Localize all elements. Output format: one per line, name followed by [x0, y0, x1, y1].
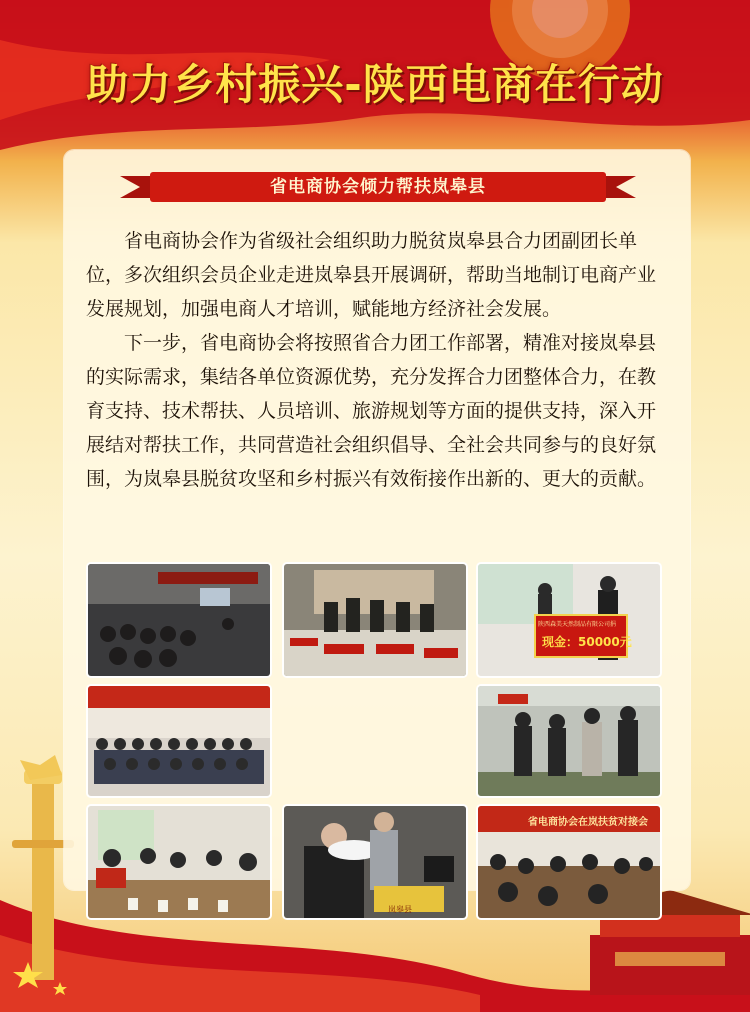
poster-title: 助力乡村振兴-陕西电商在行动: [86, 60, 664, 109]
photo-conference-hall: [86, 562, 272, 678]
paragraph-1: 省电商协会作为省级社会组织助力脱贫岚皋县合力团副团长单位，多次组织会员企业走进岚皋县开展调研，帮助当地制订电商产业发展规划，加强电商人才培训，赋能地方经济社会发展。: [86, 230, 657, 320]
check-amount: 现金：50000元: [542, 635, 632, 649]
photo-meeting-room: [476, 804, 662, 920]
photo-ecommerce-booth: [282, 804, 468, 920]
booth-sign: 岚皋县: [388, 905, 412, 914]
paragraph-2: 下一步，省电商协会将按照省合力团工作部署，精准对接岚皋县的实际需求，集结各单位资源优势，充分发挥合力团整体合力，在教育支持、技术帮扶、人员培训、旅游规划等方面的提供支持，深入开展结对帮扶工作，共同营造社会组织倡导、全社会共同参与的良好氛围，为岚皋县脱贫攻坚和乡村振兴有效衔接作出新的、更大的贡献。: [86, 332, 657, 490]
photo-tea-meeting: [86, 804, 272, 920]
check-company: 陕西森美天然制品有限公司捐: [538, 621, 617, 628]
check-board: [534, 614, 632, 658]
photo-signing-ceremony: [282, 562, 468, 678]
photo-inspection: [476, 684, 662, 798]
subtitle: 省电商协会倾力帮扶岚皋县: [270, 177, 486, 197]
subtitle-wrapper: [120, 172, 636, 202]
meeting-banner: 省电商协会在岚扶贫对接会: [528, 817, 648, 828]
body-text: [86, 224, 668, 496]
photo-group: [86, 684, 272, 798]
photo-donation-check: [476, 562, 662, 678]
